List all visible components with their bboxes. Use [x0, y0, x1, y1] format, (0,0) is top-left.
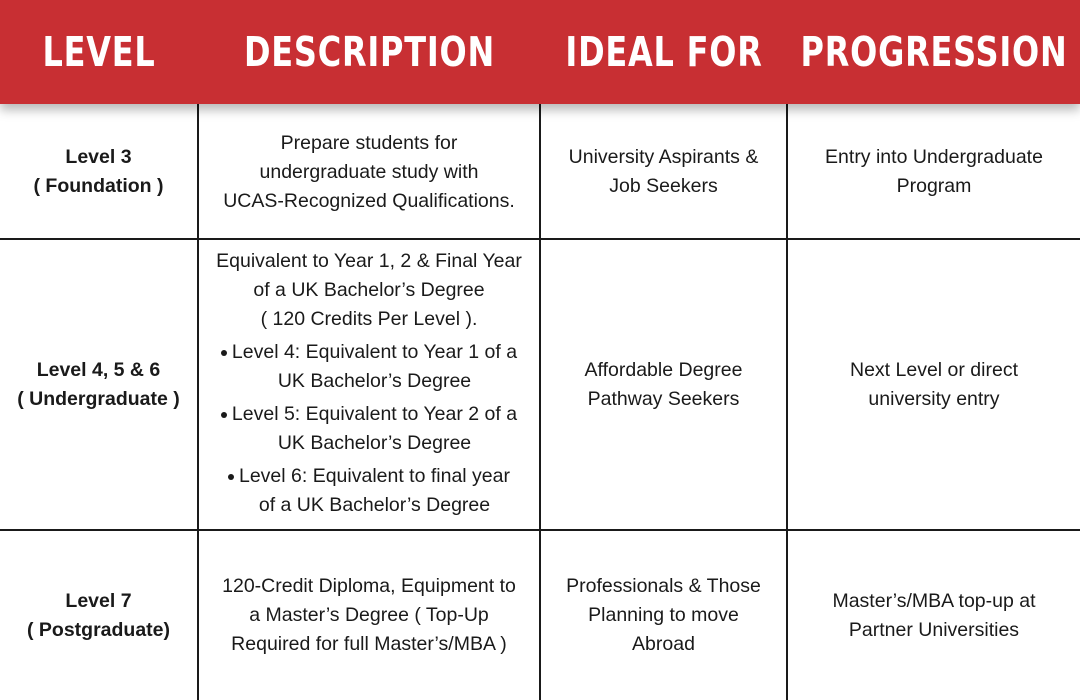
level-subtitle: ( Undergraduate ): [17, 387, 180, 410]
description-line: Equivalent to Year 1, 2 & Final Year: [216, 250, 522, 272]
description-line: a Master’s Degree ( Top-Up: [249, 604, 489, 626]
description-bullet: [228, 462, 510, 520]
level-title: Level 3: [65, 146, 132, 168]
bullet-text: [232, 400, 517, 458]
bullet-dot-icon: [221, 350, 227, 356]
progression-cell: [788, 106, 1080, 238]
description-line: ( 120 Credits Per Level ).: [260, 308, 478, 330]
description-cell: [199, 106, 539, 238]
progression-cell: [788, 531, 1080, 700]
ideal-for-line: Pathway Seekers: [587, 387, 740, 410]
ideal-for-cell: [541, 531, 786, 700]
description-line: 120-Credit Diploma, Equipment to: [222, 575, 516, 597]
description-cell: [199, 240, 539, 529]
bullet-dot-icon: [228, 474, 234, 480]
description-cell: [199, 531, 539, 700]
ideal-for-cell: [541, 240, 786, 529]
bullet-line: Level 4: Equivalent to Year 1 of a: [231, 341, 518, 363]
bullet-line: UK Bachelor’s Degree: [277, 432, 472, 454]
ideal-for-line: Planning to move: [588, 604, 739, 626]
header-progression: PROGRESSION: [800, 28, 1068, 76]
description-line: Required for full Master’s/MBA ): [231, 633, 507, 655]
level-title: Level 7: [65, 589, 132, 612]
description-bullet: [221, 338, 517, 396]
level-title: Level 4, 5 & 6: [36, 358, 161, 381]
description-line: Prepare students for: [280, 131, 458, 154]
description-line: UCAS-Recognized Qualifications.: [223, 189, 515, 212]
table-row-level-cell: [0, 106, 197, 238]
table-header: [0, 0, 1080, 104]
level-subtitle: ( Foundation ): [33, 175, 164, 197]
description-line: undergraduate study with: [259, 160, 479, 183]
ideal-for-line: Affordable Degree: [584, 358, 743, 381]
progression-line: Program: [896, 175, 972, 197]
bullet-text: [239, 462, 510, 520]
bullet-line: UK Bachelor’s Degree: [277, 370, 472, 392]
progression-line: Entry into Undergraduate: [825, 146, 1043, 168]
header-description: DESCRIPTION: [243, 28, 496, 76]
progression-line: Master’s/MBA top-up at: [832, 589, 1036, 612]
header-level: LEVEL: [42, 28, 156, 76]
description-bullet: [221, 400, 517, 458]
progression-line: Next Level or direct: [850, 358, 1018, 381]
ideal-for-line: Job Seekers: [609, 175, 718, 197]
ideal-for-cell: [541, 106, 786, 238]
progression-line: university entry: [868, 387, 1000, 410]
bullet-text: [232, 338, 517, 396]
bullet-dot-icon: [221, 412, 227, 418]
table-row-level-cell: [0, 531, 197, 700]
header-ideal-for: IDEAL FOR: [565, 28, 763, 76]
table-row-level-cell: [0, 240, 197, 529]
ideal-for-line: Abroad: [632, 633, 695, 655]
ideal-for-line: Professionals & Those: [566, 575, 761, 597]
description-line: of a UK Bachelor’s Degree: [253, 279, 485, 301]
level-subtitle: ( Postgraduate): [26, 618, 170, 641]
bullet-line: of a UK Bachelor’s Degree: [258, 494, 491, 516]
bullet-line: Level 6: Equivalent to final year: [238, 465, 510, 487]
progression-line: Partner Universities: [848, 618, 1020, 641]
ideal-for-line: University Aspirants &: [568, 146, 759, 168]
progression-cell: [788, 240, 1080, 529]
bullet-line: Level 5: Equivalent to Year 2 of a: [231, 403, 518, 425]
